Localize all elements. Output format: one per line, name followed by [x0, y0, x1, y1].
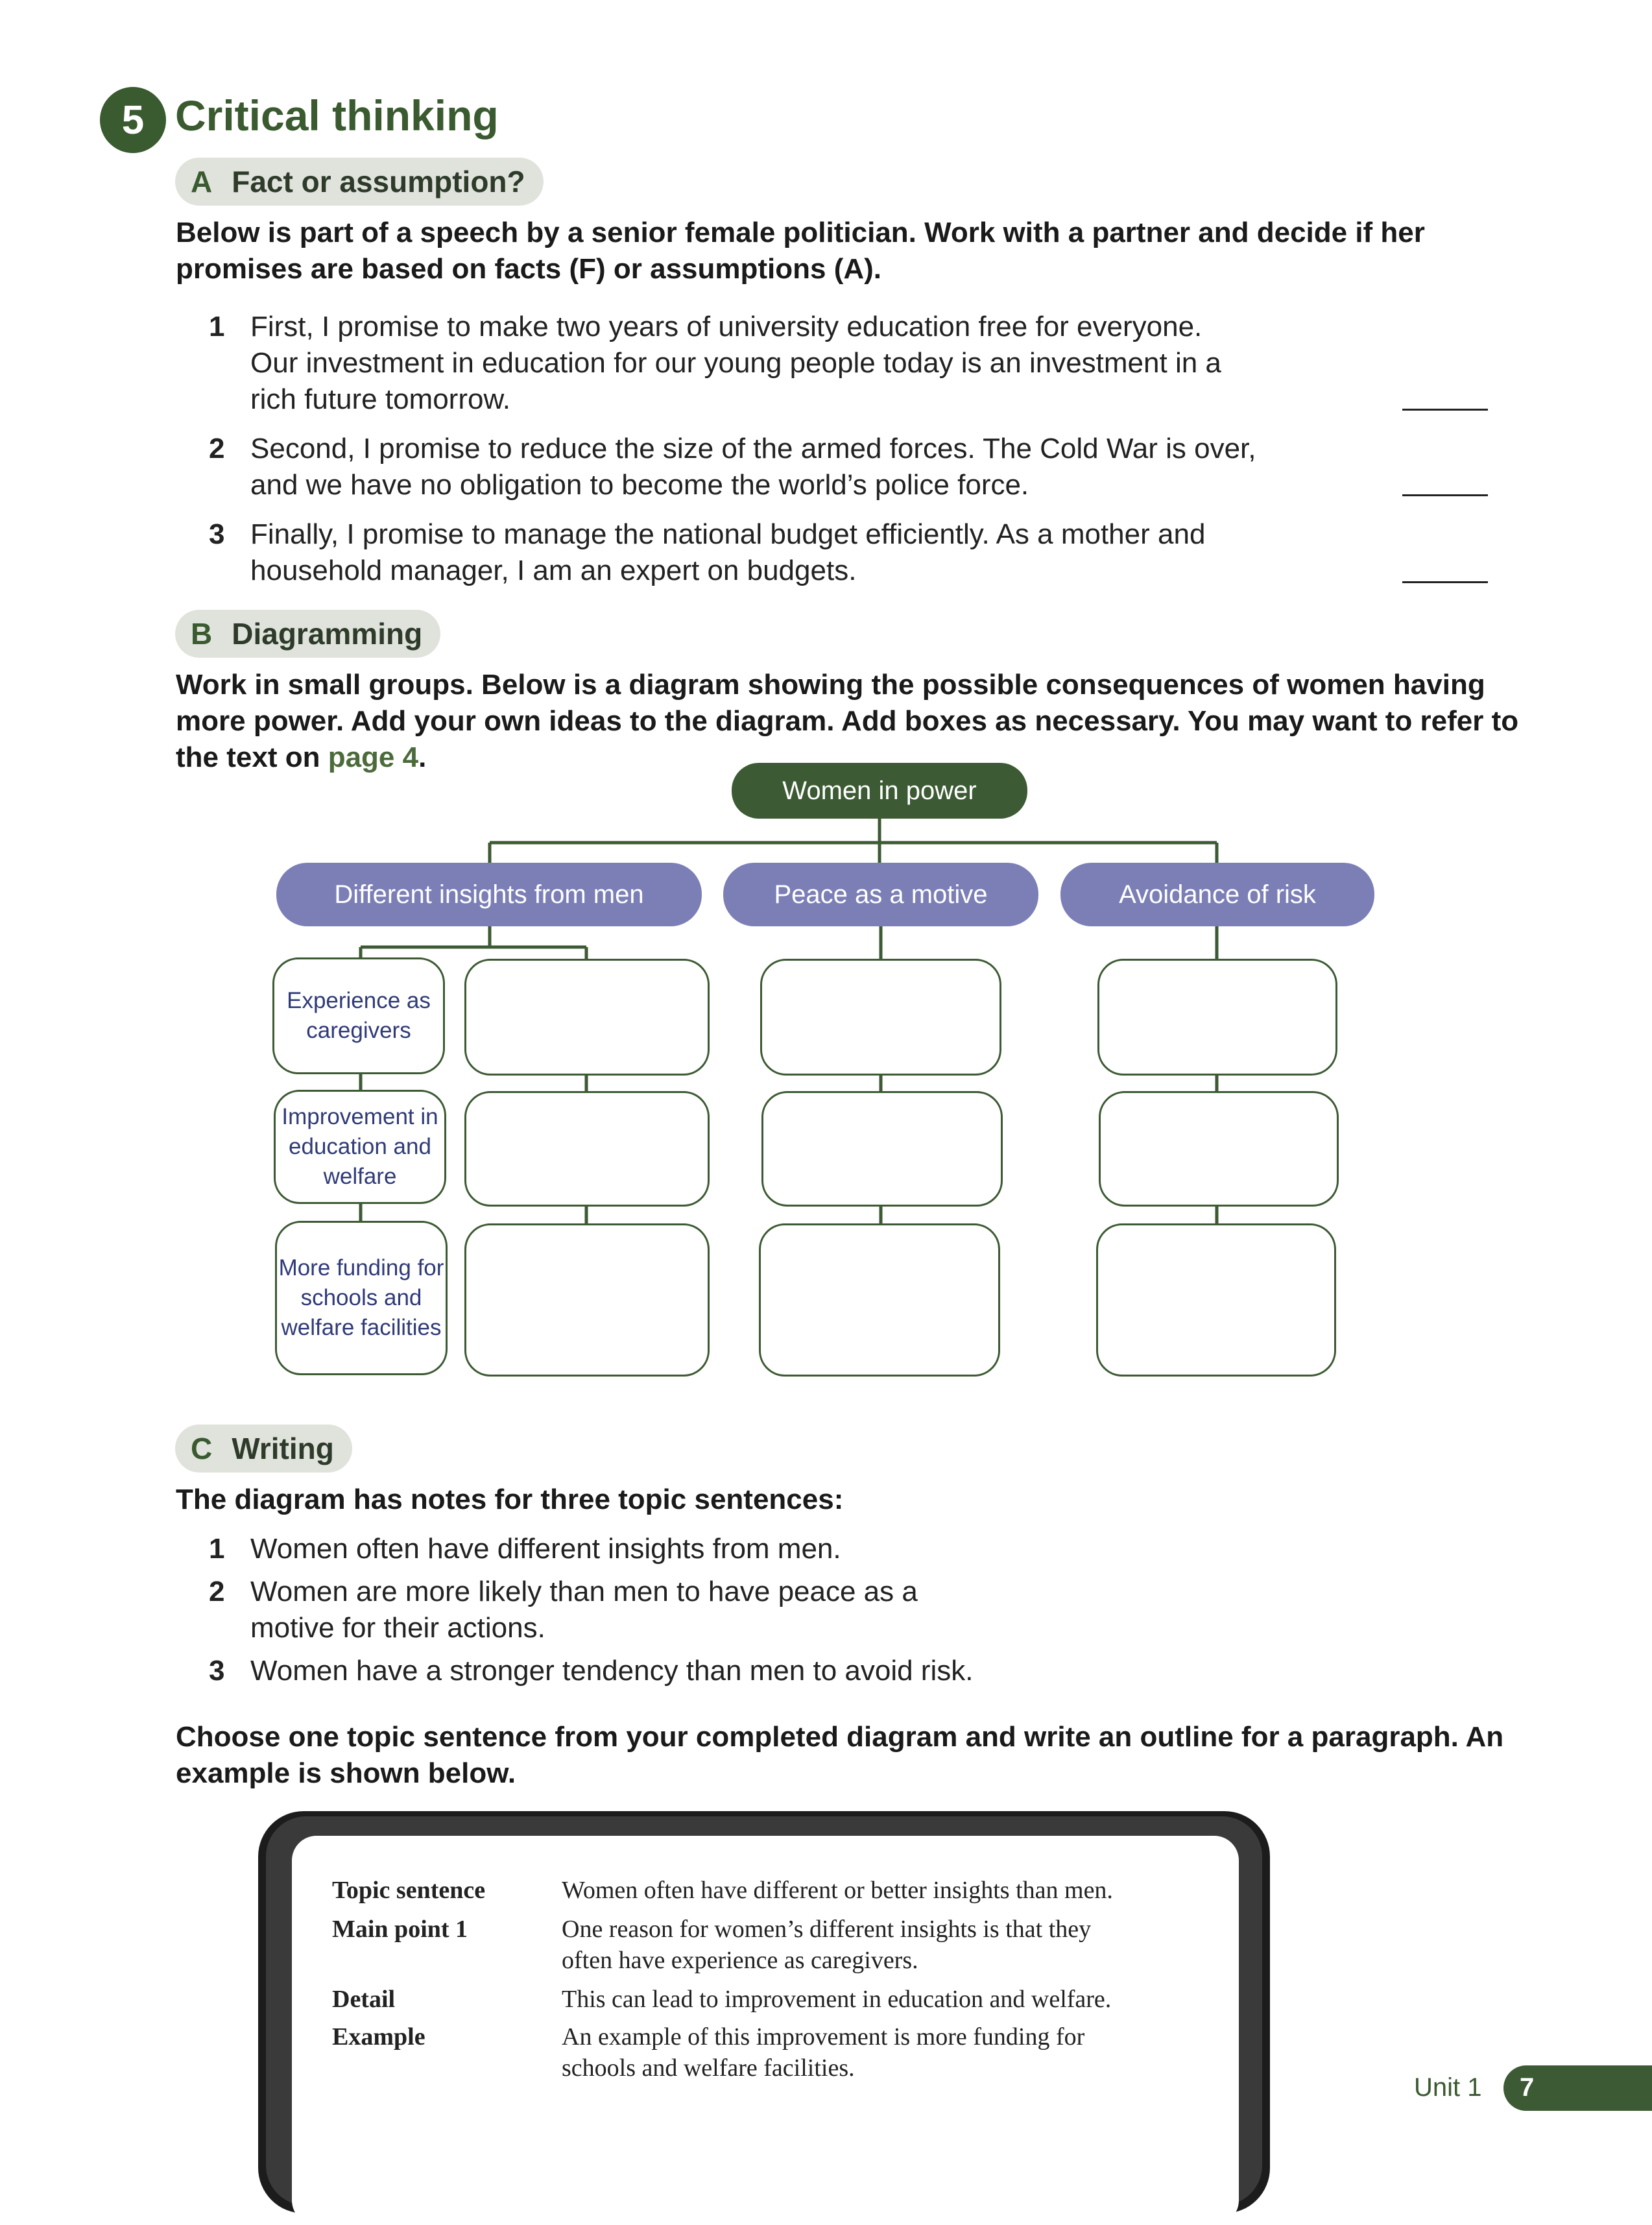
statement-line: rich future tomorrow.: [250, 383, 511, 415]
topic-line: motive for their actions.: [250, 1612, 545, 1644]
outline-line: An example of this improvement is more funding for: [562, 2023, 1085, 2051]
diagram-filled-box: Experience as caregivers: [272, 957, 445, 1074]
diagram-empty-box[interactable]: [464, 1091, 710, 1207]
section-title: Critical thinking: [175, 91, 499, 139]
part-c-instructions: [176, 1719, 1635, 1792]
part-a-letter: A: [191, 165, 213, 198]
part-c-title: Writing: [232, 1432, 334, 1465]
outline-label: Example: [332, 2023, 425, 2051]
section-number-badge: 5: [100, 87, 166, 153]
statement-line: Our investment in education for our young people today is an investment in a: [250, 347, 1221, 379]
diagram-branch-node: Avoidance of risk: [1060, 863, 1374, 926]
diagram-branch-node: Peace as a motive: [723, 863, 1038, 926]
diagram-empty-box[interactable]: [761, 1091, 1003, 1207]
instruction-line: more power. Add your own ideas to the diagram. Add boxes as necessary. You may want to refer to: [176, 705, 1519, 737]
outline-line: One reason for women’s different insights is that they: [562, 1916, 1092, 1943]
outline-line: This can lead to improvement in education and welfare.: [562, 1986, 1112, 2013]
instruction-suffix: .: [418, 741, 427, 773]
item-number: 1: [209, 1533, 225, 1565]
part-b-letter: B: [191, 617, 213, 651]
diagram-empty-box[interactable]: [464, 959, 710, 1076]
part-b-title: Diagramming: [232, 617, 423, 651]
outline-line: Women often have different or better insights than men.: [562, 1877, 1113, 1904]
part-c-letter: C: [191, 1432, 213, 1465]
outline-label: Detail: [332, 1986, 396, 2013]
diagram-empty-box[interactable]: [1097, 959, 1337, 1076]
statement-line: household manager, I am an expert on budgets.: [250, 555, 857, 586]
page-link[interactable]: page 4: [328, 741, 419, 773]
statement-line: First, I promise to make two years of university education free for everyone.: [250, 311, 1203, 343]
outline-text: [562, 1984, 1111, 2015]
outline-text: [562, 2021, 1084, 2084]
item-number: 3: [209, 518, 225, 550]
item-number: 1: [209, 311, 225, 343]
instruction-line: Below is part of a speech by a senior female politician. Work with a partner and decide if her: [176, 217, 1425, 248]
diagram-empty-box[interactable]: [1099, 1091, 1339, 1207]
diagram-filled-box: More funding for schools and welfare facilities: [275, 1221, 448, 1375]
part-c-heading: [175, 1425, 352, 1473]
instruction-line: Work in small groups. Below is a diagram showing the possible consequences of women having: [176, 669, 1485, 701]
diagram-empty-box[interactable]: [1096, 1223, 1336, 1377]
outline-text: [562, 1875, 1113, 1906]
item-number: 2: [209, 433, 225, 464]
instruction-line: promises are based on facts (F) or assumptions (A).: [176, 253, 882, 285]
statement-line: and we have no obligation to become the world’s police force.: [250, 469, 1029, 501]
diagram-branch-node: Different insights from men: [276, 863, 702, 926]
topic-sentence-2: [250, 1574, 1418, 1646]
diagram-empty-box[interactable]: [464, 1223, 710, 1377]
item-number: 3: [209, 1655, 225, 1687]
diagram-filled-box: Improvement in education and welfare: [274, 1090, 446, 1204]
topic-sentence-3: [250, 1653, 1418, 1689]
instruction-line: Choose one topic sentence from your completed diagram and write an outline for a paragraph. An: [176, 1721, 1504, 1753]
diagram-root-node: Women in power: [732, 763, 1027, 819]
outline-line: schools and welfare facilities.: [562, 2054, 855, 2082]
diagram-empty-box[interactable]: [760, 959, 1001, 1076]
diagram-empty-box[interactable]: [759, 1223, 1000, 1377]
outline-line: often have experience as caregivers.: [562, 1947, 918, 1974]
statement-line: Finally, I promise to manage the national budget efficiently. As a mother and: [250, 518, 1206, 550]
topic-line: Women often have different insights from men.: [250, 1533, 841, 1565]
outline-label: Main point 1: [332, 1916, 468, 1943]
part-c-intro: The diagram has notes for three topic sentences:: [176, 1484, 844, 1515]
instruction-line: example is shown below.: [176, 1757, 516, 1789]
topic-line: Women are more likely than men to have peace as a: [250, 1576, 918, 1607]
outline-text: [562, 1914, 1091, 1976]
item-number: 2: [209, 1576, 225, 1607]
part-a-title: Fact or assumption?: [232, 165, 525, 198]
topic-line: Women have a stronger tendency than men to avoid risk.: [250, 1655, 974, 1687]
outline-label: Topic sentence: [332, 1877, 486, 1904]
instruction-text: the text on: [176, 741, 328, 773]
page-number: 7: [1520, 2073, 1535, 2102]
footer-unit-label: Unit 1: [1414, 2073, 1482, 2102]
statement-line: Second, I promise to reduce the size of the armed forces. The Cold War is over,: [250, 433, 1256, 464]
topic-sentence-1: [250, 1531, 1418, 1567]
